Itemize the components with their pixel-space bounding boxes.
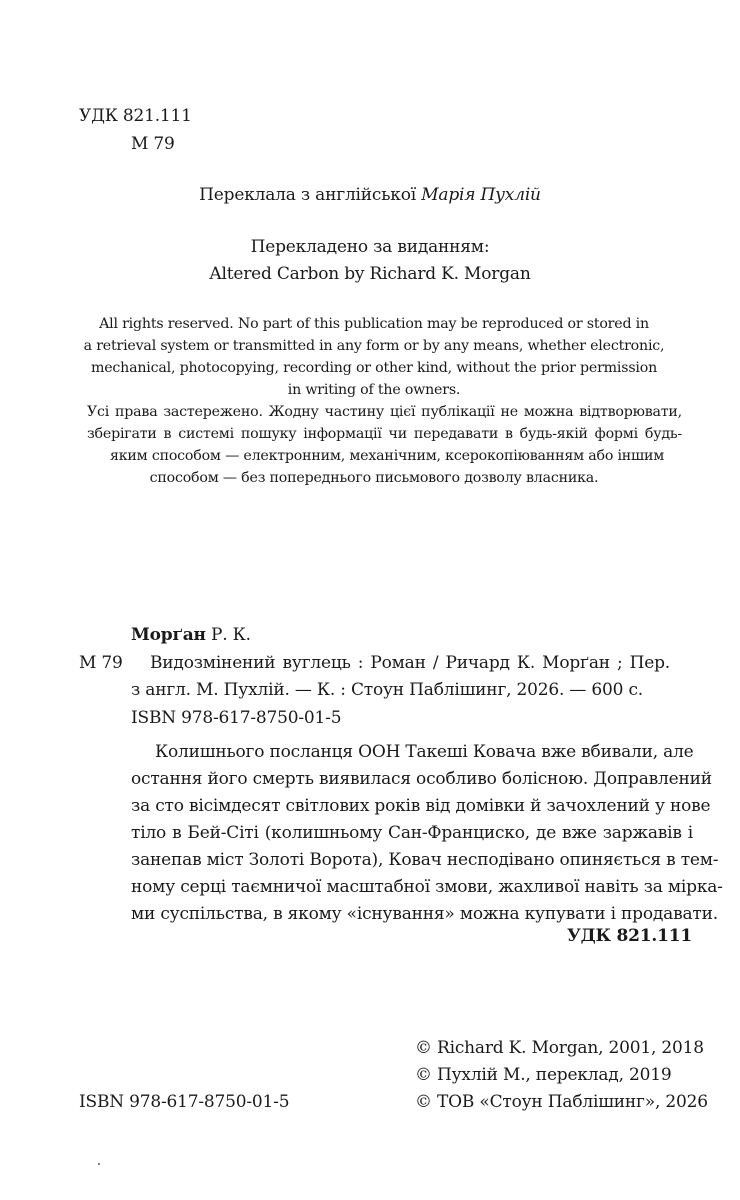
rights-uk-line: зберігати в системі пошуку інформації чи передавати в будь-якій формі будь- bbox=[87, 426, 682, 442]
catalog-class-code: М 79 bbox=[79, 653, 123, 673]
udk-code: УДК 821.111 bbox=[79, 106, 192, 126]
catalog-entry-line: з англ. М. Пухлій. — К. : Стоун Паблішинг, 2026. — 600 с. bbox=[131, 680, 644, 700]
catalog-author-surname: Морґан bbox=[131, 625, 206, 645]
udk-code-bottom: УДК 821.111 bbox=[567, 926, 692, 946]
rights-uk-line: яким способом — електронним, механічним, ксерокопіюванням або іншим bbox=[110, 448, 665, 464]
copyright-line: © ТОВ «Стоун Паблішинг», 2026 bbox=[415, 1092, 708, 1112]
scan-speck bbox=[98, 1163, 100, 1165]
annotation-line: за сто вісімдесят світлових років від домівки й зачохлений у нове bbox=[131, 796, 711, 816]
annotation-line: остання його смерть виявилася особливо болісною. Доправлений bbox=[131, 769, 712, 789]
translator-line bbox=[0, 185, 740, 205]
catalog-author-initials: Р. К. bbox=[205, 625, 251, 645]
catalog-author bbox=[131, 625, 251, 645]
catalog-isbn: ISBN 978-617-8750-01-5 bbox=[131, 708, 342, 728]
isbn-bottom: ISBN 978-617-8750-01-5 bbox=[79, 1092, 290, 1112]
copyright-line: © Richard K. Morgan, 2001, 2018 bbox=[415, 1038, 704, 1058]
annotation-line: тіло в Бей-Сіті (колишньому Сан-Франциско, де вже заржавів і bbox=[131, 823, 693, 843]
source-edition-label: Перекладено за виданням: bbox=[250, 237, 490, 257]
source-edition-title: Altered Carbon by Richard K. Morgan bbox=[209, 264, 531, 284]
rights-en-line: a retrieval system or transmitted in any form or by any means, whether electronic, bbox=[83, 338, 665, 354]
copyright-line: © Пухлій М., переклад, 2019 bbox=[415, 1065, 672, 1085]
rights-uk-line: Усі права застережено. Жодну частину цієї публікації не можна відтворювати, bbox=[87, 404, 682, 420]
annotation-line: Колишнього посланця ООН Такеші Ковача вже вбивали, але bbox=[155, 742, 694, 762]
catalog-entry-line: Видозмінений вуглець : Роман / Ричард К. Морґан ; Пер. bbox=[150, 653, 670, 673]
translator-name: Марія Пухлій bbox=[421, 185, 541, 205]
rights-en-line: All rights reserved. No part of this publication may be reproduced or stored in bbox=[99, 316, 649, 332]
annotation-line: ми суспільства, в якому «існування» можна купувати і продавати. bbox=[131, 904, 718, 924]
rights-en-line: in writing of the owners. bbox=[287, 382, 461, 398]
author-sign: М 79 bbox=[131, 134, 175, 154]
translator-prefix: Переклала з англійської bbox=[199, 185, 422, 205]
rights-uk-line: способом — без попереднього письмового дозволу власника. bbox=[149, 470, 599, 486]
annotation-line: ному серці таємничої масштабної змови, жахливої навіть за мірка- bbox=[131, 877, 723, 897]
annotation-line: занепав міст Золоті Ворота), Ковач несподівано опиняється в тем- bbox=[131, 850, 719, 870]
rights-en-line: mechanical, photocopying, recording or other kind, without the prior permission bbox=[90, 360, 658, 376]
